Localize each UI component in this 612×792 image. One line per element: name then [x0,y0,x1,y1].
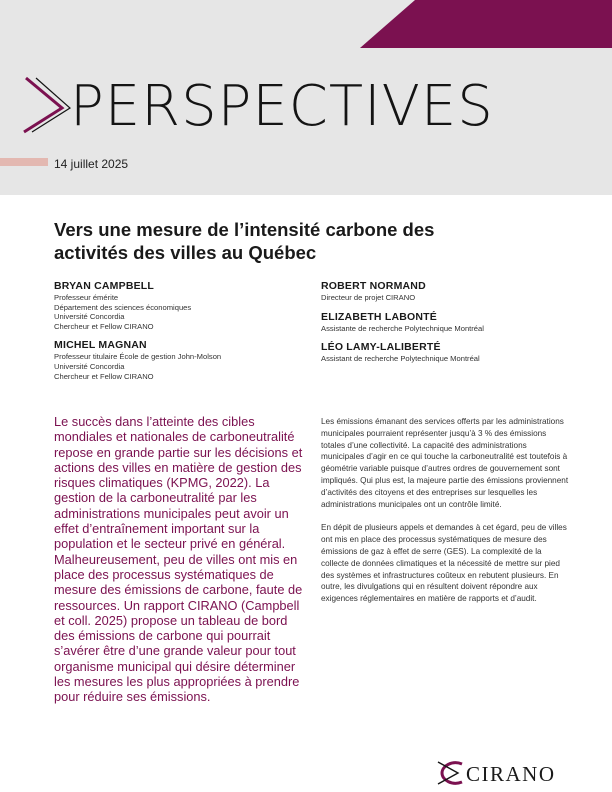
author-affiliation: Département des sciences économiques [54,302,192,312]
author-affiliation: Assistante de recherche Polytechnique Montréal [321,323,484,333]
author-affiliation: Directeur de projet CIRANO [321,293,416,302]
authors-right [321,280,591,372]
lead-paragraph: Le succès dans l’atteinte des cibles mondiales et nationales de carboneutralité repose en grande partie sur les décisions et actions des villes en matière de gestion des risques climatiques (KPMG, 2022). La gestion de la carboneutralité par les administrations municipales peut avoir un effet d’entraînement important sur la population et le secteur privé en général. Malheureusement, peu de villes ont mis en place des processus systématiques de mesure des émissions de carbone, faute de ressources. Un rapport CIRANO (Campbell et coll. 2025) propose un tableau de bord des émissions de carbone qui pourrait s’avérer être d’une grande valeur pour tout organisme municipal qui désire déterminer les mesures les plus appropriées à prendre pour réduire ses émissions. [54,414,303,705]
author-affiliation: Professeur émérite [54,293,119,302]
masthead-title: PERSPECTIVES [70,74,494,139]
author-magnan [54,339,304,381]
body-paragraph: En dépit de plusieurs appels et demandes à cet égard, peu de villes ont mis en place des processus systématiques de mesure des émissions de gaz à effet de serre (GES). La complexité de la collecte de données climatiques et la nécessité de mettre sur pied des systèmes et infrastructures coûteux en rebutent plusieurs. En outre, les divulgations qui en résultent doivent répondre aux exigences réglementaires en matière de rapports et d’audit. [321,523,567,604]
author-name: LÉO LAMY-LALIBERTÉ [321,341,441,354]
publication-date: 14 juillet 2025 [54,157,129,171]
document-title: Vers une mesure de l’intensité carbone des activités des villes au Québec [54,219,435,263]
masthead-area [22,72,562,142]
pink-accent-bar [0,158,48,166]
body-paragraph: Les émissions émanant des services offerts par les administrations municipales pourraient représenter jusqu’à 3 % des émissions totales d’une collectivité. La capacité des administrations municipales d’agir en ce qui touche la carboneutralité est toutefois à géométrie variable puisque d’autres ordres de gouvernement sont impliqués. Qui plus est, la majeure partie des émissions proviennent d’activités des citoyens et des entreprises sur lesquelles les administrations municipales ont un contrôle limité. [321,417,569,509]
author-affiliation: Professeur titulaire École de gestion John-Molson [54,352,222,362]
cirano-wordmark: CIRANO [466,762,556,786]
cirano-emblem-icon [436,758,470,788]
author-affiliation: Assistant de recherche Polytechnique Montréal [321,354,480,364]
body-column [321,416,571,617]
header-band [0,0,612,195]
author-labonte [321,311,591,334]
author-affiliation: Chercheur et Fellow CIRANO [54,321,154,331]
author-affiliation: Chercheur et Fellow CIRANO [54,371,154,381]
author-affiliation: Université Concordia [54,361,125,371]
authors-left [54,280,304,389]
author-name: BRYAN CAMPBELL [54,280,155,292]
author-affiliation: Université Concordia [54,312,125,322]
cirano-logo [436,758,606,788]
author-name: ROBERT NORMAND [321,280,426,292]
author-name: ELIZABETH LABONTÉ [321,310,437,323]
author-lamy-laliberte [321,341,591,364]
author-campbell [54,280,304,331]
author-name: MICHEL MAGNAN [54,339,147,352]
author-normand [321,280,591,303]
